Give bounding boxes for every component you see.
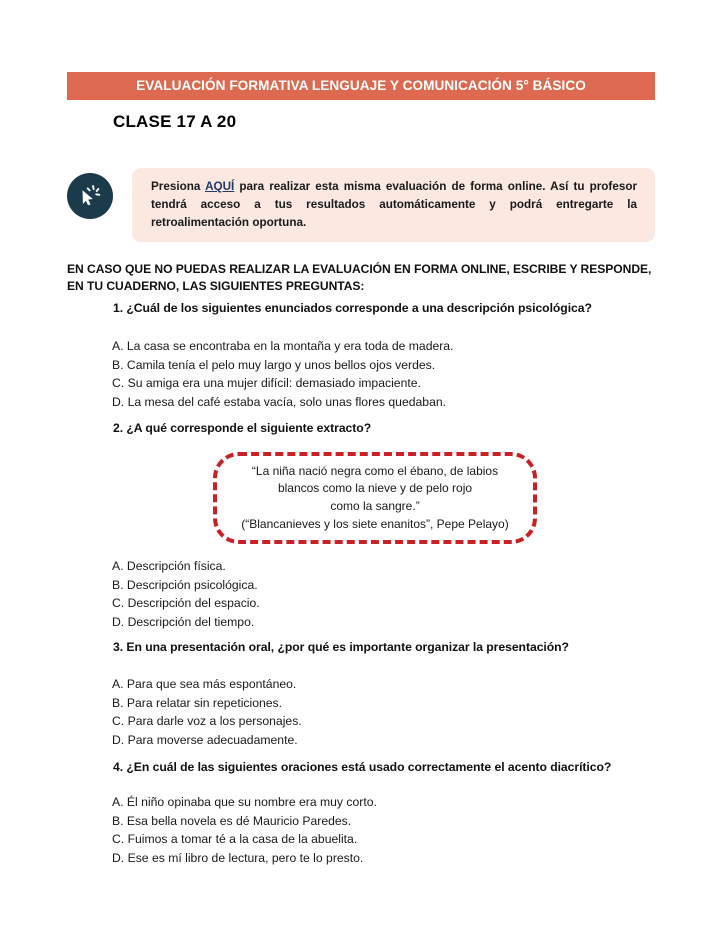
- quote-line: blancos como la nieve y de pelo rojo: [277, 481, 473, 496]
- option-item[interactable]: D. La mesa del café estaba vacía, solo unas flores quedaban.: [112, 394, 447, 409]
- online-notice: [67, 168, 655, 232]
- quote-extract-box: [213, 452, 537, 544]
- question-3: [113, 640, 673, 656]
- option-item[interactable]: D. Ese es mí libro de lectura, pero te lo presto.: [112, 850, 364, 865]
- option-item[interactable]: A. Descripción física.: [112, 559, 226, 573]
- option-item[interactable]: C. Descripción del espacio.: [112, 596, 260, 611]
- online-notice-text: [151, 178, 637, 232]
- notice-text-after-link: para realizar esta misma evaluación de forma online. Así tu profesor tendrá acceso a tus resultados automáticamente y podrá entregarte la retroalimentación oportuna.: [151, 180, 638, 230]
- option-item[interactable]: D. Descripción del tiempo.: [112, 614, 255, 629]
- option-item[interactable]: B. Esa bella novela es dé Mauricio Paredes.: [112, 813, 352, 828]
- option-item[interactable]: C. Para darle voz a los personajes.: [112, 714, 302, 729]
- quote-line: “La niña nació negra como el ébano, de labios: [251, 463, 499, 478]
- option-item[interactable]: A. Para que sea más espontáneo.: [112, 677, 297, 691]
- click-cursor-icon: [67, 173, 113, 219]
- option-item[interactable]: B. Camila tenía el pelo muy largo y unos bellos ojos verdes.: [112, 357, 436, 372]
- quote-line: como la sangre.”: [330, 499, 420, 513]
- aqui-link[interactable]: AQUÍ: [205, 180, 235, 193]
- question-4-options: [112, 793, 672, 867]
- question-2-title: 2. ¿A qué corresponde el siguiente extracto?: [113, 421, 372, 435]
- instruction-text: EN CASO QUE NO PUEDAS REALIZAR LA EVALUACIÓN EN FORMA ONLINE, ESCRIBE Y RESPONDE, EN TU CUADERNO, LAS SIGUIENTES PREGUNTAS:: [67, 262, 652, 294]
- header-banner: [67, 72, 655, 100]
- question-2-options: [112, 557, 672, 631]
- question-1-options: [112, 337, 672, 411]
- option-item[interactable]: D. Para moverse adecuadamente.: [112, 732, 298, 747]
- clase-title: CLASE 17 A 20: [113, 112, 237, 131]
- option-item[interactable]: B. Descripción psicológica.: [112, 577, 258, 592]
- option-item[interactable]: B. Para relatar sin repeticiones.: [112, 695, 283, 710]
- question-1: [113, 301, 673, 317]
- option-item[interactable]: C. Fuimos a tomar té a la casa de la abuelita.: [112, 832, 358, 847]
- option-item[interactable]: A. La casa se encontraba en la montaña y era toda de madera.: [112, 339, 454, 353]
- question-4-title: 4. ¿En cuál de las siguientes oraciones está usado correctamente el acento diacrítico?: [113, 760, 612, 774]
- header-banner-title: EVALUACIÓN FORMATIVA LENGUAJE Y COMUNICACIÓN 5° BÁSICO: [136, 78, 586, 94]
- option-item[interactable]: A. Él niño opinaba que su nombre era muy corto.: [112, 795, 377, 809]
- question-3-options: [112, 675, 672, 749]
- question-4: [113, 760, 673, 776]
- option-item[interactable]: C. Su amiga era una mujer difícil: demasiado impaciente.: [112, 376, 421, 391]
- question-2: [113, 421, 673, 437]
- notice-text-before-link: Presiona: [151, 180, 206, 193]
- online-notice-box: [132, 168, 655, 242]
- quote-source: (“Blancanieves y los siete enanitos”, Pepe Pelayo): [241, 516, 509, 531]
- question-3-title: 3. En una presentación oral, ¿por qué es importante organizar la presentación?: [113, 640, 569, 654]
- question-1-title: 1. ¿Cuál de los siguientes enunciados corresponde a una descripción psicológica?: [113, 301, 592, 315]
